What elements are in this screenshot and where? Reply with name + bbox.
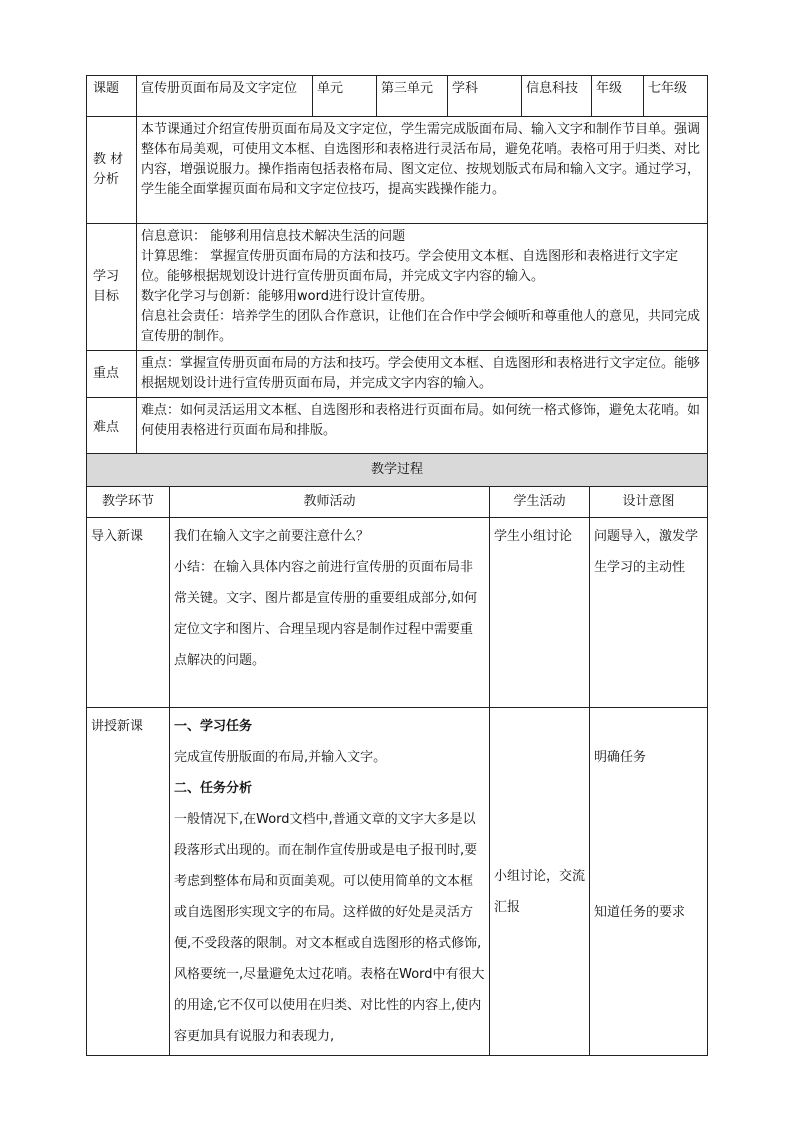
task-analysis-text: 一般情况下,在Word文档中,普通文章的文字大多是以段落形式出现的。而在制作宣传册或是电子报刊时,要考虑到整体布局和页面美观。可以使用简单的文本框或自选图形实现文字的布局。这样做的好处是灵活方便,不受段落的限制。对文本框或自选图形的格式修饰,风格要统一,尽量避免太过花哨。表格在Word中有很大的用途,它不仅可以使用在归类、对比性的内容上,使内容更加具有说服力和表现力, bbox=[174, 812, 485, 1044]
process-header-row bbox=[87, 487, 708, 518]
goal-social-responsibility: 信息社会责任：培养学生的团队合作意识，让他们在合作中学会倾听和尊重他人的意见，共同完成宣传册的制作。 bbox=[141, 309, 701, 344]
teacher-intro bbox=[170, 518, 490, 708]
key-label: 重点 bbox=[87, 351, 137, 398]
header-intent: 设计意图 bbox=[590, 487, 708, 518]
header-student: 学生活动 bbox=[490, 487, 590, 518]
goal-info-awareness: 信息意识： 能够利用信息技术解决生活的问题 bbox=[141, 229, 406, 244]
process-row-intro bbox=[87, 518, 708, 708]
student-lecture bbox=[490, 708, 590, 1056]
analysis-label: 教 材分析 bbox=[87, 117, 137, 224]
student-intro: 学生小组讨论 bbox=[490, 518, 590, 708]
topic-value: 宣传册页面布局及文字定位 bbox=[137, 76, 313, 117]
key-text: 重点：掌握宣传册页面布局的方法和技巧。学会使用文本框、自选图形和表格进行文字定位。能够根据规划设计进行宣传册页面布局，并完成文字内容的输入。 bbox=[137, 351, 708, 398]
student-lecture-text: 小组讨论，交流汇报 bbox=[494, 869, 586, 915]
topic-label: 课题 bbox=[87, 76, 137, 117]
teacher-intro-question: 我们在输入文字之前要注意什么？ bbox=[174, 529, 370, 544]
lesson-info-table bbox=[86, 75, 708, 459]
grade-label: 年级 bbox=[592, 76, 644, 117]
key-row bbox=[87, 351, 708, 398]
task-text: 完成宣传册版面的布局,并输入文字。 bbox=[174, 750, 387, 765]
subject-value: 信息科技 bbox=[522, 76, 592, 117]
unit-value: 第三单元 bbox=[377, 76, 448, 117]
difficulty-row bbox=[87, 398, 708, 459]
analysis-text: 本节课通过介绍宣传册页面布局及文字定位，学生需完成版面布局、输入文字和制作节目单。强调整体布局美观，可使用文本框、自选图形和表格进行灵活布局，避免花哨。表格可用于归类、对比内容，增强说服力。操作指南包括表格布局、图文定位、按规划版式布局和输入文字。通过学习，学生能全面掌握页面布局和文字定位技巧，提高实践操作能力。 bbox=[137, 117, 708, 224]
phase-lecture: 讲授新课 bbox=[87, 708, 170, 1056]
grade-value: 七年级 bbox=[644, 76, 708, 117]
intent-lecture-2: 知道任务的要求 bbox=[594, 905, 686, 920]
process-title-row bbox=[87, 454, 708, 487]
goals-label: 学习目标 bbox=[87, 224, 137, 351]
phase-intro: 导入新课 bbox=[87, 518, 170, 708]
goal-computational-thinking: 计算思维： 掌握宣传册页面布局的方法和技巧。学会使用文本框、自选图形和表格进行文字定位。能够根据规划设计进行宣传册页面布局，并完成文字内容的输入。 bbox=[141, 249, 679, 284]
process-title: 教学过程 bbox=[87, 454, 708, 487]
difficulty-label: 难点 bbox=[87, 398, 137, 459]
intent-lecture-1: 明确任务 bbox=[594, 750, 647, 765]
teaching-process-table bbox=[86, 453, 708, 1056]
difficulty-text: 难点：如何灵活运用文本框、自选图形和表格进行页面布局。如何统一格式修饰，避免太花哨。如何使用表格进行页面布局和排版。 bbox=[137, 398, 708, 459]
subject-label: 学科 bbox=[448, 76, 522, 117]
goals-cell bbox=[137, 224, 708, 351]
unit-label: 单元 bbox=[313, 76, 377, 117]
task-heading: 一、学习任务 bbox=[174, 719, 253, 734]
info-row-header bbox=[87, 76, 708, 117]
teacher-lecture bbox=[170, 708, 490, 1056]
teacher-intro-summary: 小结：在输入具体内容之前进行宣传册的页面布局非常关键。文字、图片都是宣传册的重要组成部分,如何定位文字和图片、合理呈现内容是制作过程中需要重点解决的问题。 bbox=[174, 560, 478, 668]
intent-intro: 问题导入，激发学生学习的主动性 bbox=[590, 518, 708, 708]
intent-lecture bbox=[590, 708, 708, 1056]
header-teacher: 教师活动 bbox=[170, 487, 490, 518]
process-row-lecture bbox=[87, 708, 708, 1056]
goals-row bbox=[87, 224, 708, 351]
analysis-row bbox=[87, 117, 708, 224]
goal-digital-learning: 数字化学习与创新：能够用word进行设计宣传册。 bbox=[141, 289, 433, 304]
header-phase: 教学环节 bbox=[87, 487, 170, 518]
analysis-heading: 二、任务分析 bbox=[174, 781, 253, 796]
